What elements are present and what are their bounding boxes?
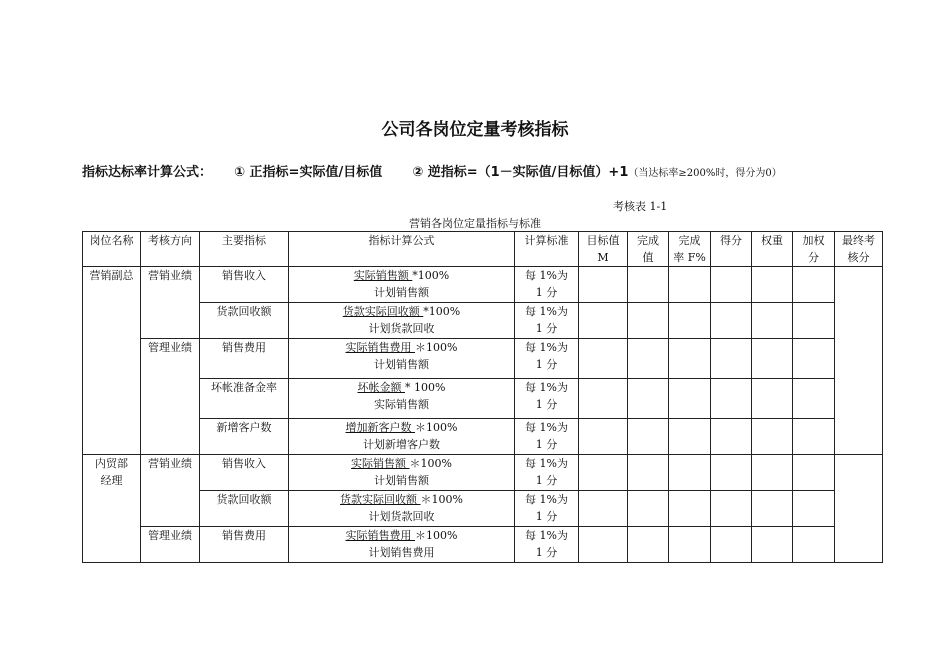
header-standard: 计算标准 — [515, 232, 579, 267]
formula-cell: 实际销售额 ＊100% 计划销售额 — [289, 455, 515, 491]
formula-note: （当达标率≥200%时，得分为0） — [628, 168, 782, 179]
formula-cell: 货款实际回收额 ＊100% 计划货款回收 — [289, 491, 515, 527]
formula-label: 指标达标率计算公式： — [82, 165, 213, 180]
formula-negative: ② 逆指标=（1－实际值/目标值）+1 — [412, 165, 629, 180]
direction-cell: 管理业绩 — [141, 527, 200, 563]
table-row — [83, 419, 883, 455]
formula-cell: 实际销售费用 ＊100% 计划销售费用 — [289, 527, 515, 563]
standard-cell: 每 1%为 1 分 — [515, 339, 579, 379]
indicator-cell: 销售收入 — [200, 267, 289, 303]
table-row — [83, 491, 883, 527]
indicator-cell: 货款回收额 — [200, 303, 289, 339]
header-formula: 指标计算公式 — [289, 232, 515, 267]
table-row — [83, 527, 883, 563]
direction-cell: 管理业绩 — [141, 339, 200, 455]
formula-cell: 增加新客户数 ＊100% 计划新增客户数 — [289, 419, 515, 455]
final-score-cell — [835, 267, 883, 455]
direction-cell: 营销业绩 — [141, 267, 200, 339]
header-weight: 权重 — [752, 232, 793, 267]
formula-cell: 货款实际回收额 *100% 计划货款回收 — [289, 303, 515, 339]
standard-cell: 每 1%为 1 分 — [515, 455, 579, 491]
direction-cell: 营销业绩 — [141, 455, 200, 527]
table-row — [83, 339, 883, 379]
standard-cell: 每 1%为 1 分 — [515, 379, 579, 419]
indicator-cell: 坏帐准备金率 — [200, 379, 289, 419]
header-post: 岗位名称 — [83, 232, 141, 267]
formula-positive: ① 正指标=实际值/目标值 — [234, 165, 383, 180]
header-direction: 考核方向 — [141, 232, 200, 267]
formula-line — [82, 161, 782, 180]
formula-cell: 实际销售额 *100% 计划销售额 — [289, 267, 515, 303]
header-final: 最终考 核分 — [835, 232, 883, 267]
table-row — [83, 267, 883, 303]
post-cell: 内贸部 经理 — [83, 455, 141, 563]
table-row — [83, 303, 883, 339]
table-caption: 营销各岗位定量指标与标准 — [409, 217, 541, 230]
header-indicator: 主要指标 — [200, 232, 289, 267]
header-score: 得分 — [711, 232, 752, 267]
table-number: 考核表 1-1 — [613, 200, 668, 213]
page-title: 公司各岗位定量考核指标 — [381, 120, 569, 140]
header-rate: 完成 率 F% — [669, 232, 711, 267]
header-weighted: 加权 分 — [793, 232, 835, 267]
indicator-cell: 新增客户数 — [200, 419, 289, 455]
standard-cell: 每 1%为 1 分 — [515, 303, 579, 339]
header-row — [83, 232, 883, 267]
post-cell: 营销副总 — [83, 267, 141, 455]
indicator-cell: 销售费用 — [200, 339, 289, 379]
formula-cell: 坏帐金额 * 100% 实际销售额 — [289, 379, 515, 419]
final-score-cell — [835, 455, 883, 563]
indicator-table — [82, 231, 883, 563]
table-row — [83, 379, 883, 419]
standard-cell: 每 1%为 1 分 — [515, 267, 579, 303]
formula-cell: 实际销售费用 ＊100% 计划销售额 — [289, 339, 515, 379]
standard-cell: 每 1%为 1 分 — [515, 419, 579, 455]
header-actual: 完成 值 — [628, 232, 669, 267]
standard-cell: 每 1%为 1 分 — [515, 527, 579, 563]
indicator-cell: 销售收入 — [200, 455, 289, 491]
table-row — [83, 455, 883, 491]
indicator-cell: 销售费用 — [200, 527, 289, 563]
standard-cell: 每 1%为 1 分 — [515, 491, 579, 527]
header-target: 目标值 M — [579, 232, 628, 267]
indicator-cell: 货款回收额 — [200, 491, 289, 527]
